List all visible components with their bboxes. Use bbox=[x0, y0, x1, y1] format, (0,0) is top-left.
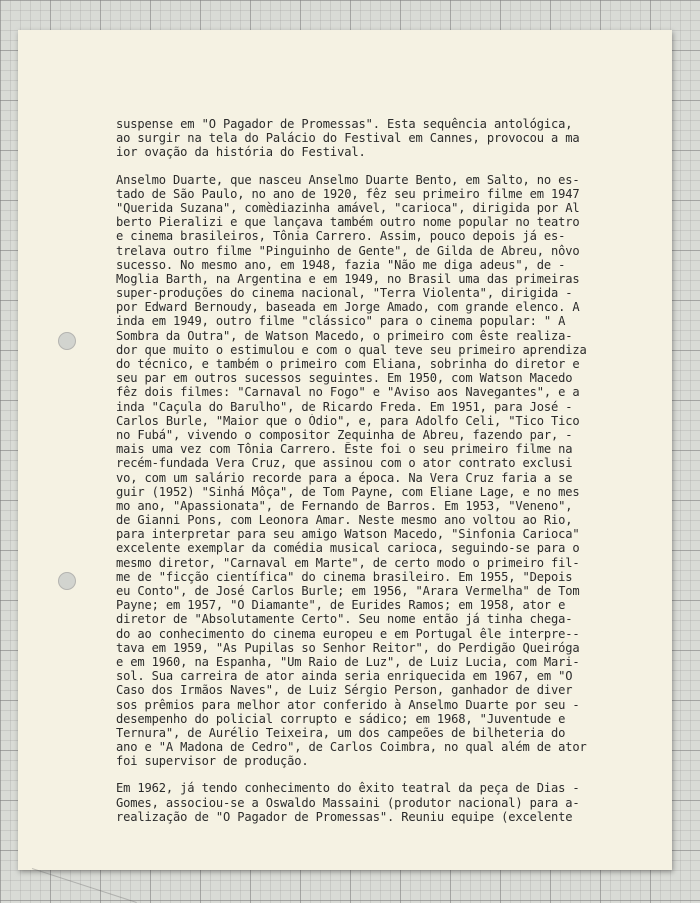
typewritten-text bbox=[116, 117, 636, 837]
punch-hole bbox=[58, 572, 76, 590]
text-line: berto Pieralizi e que lançava também outro nome popular no teatro bbox=[116, 215, 580, 230]
text-line: super-produções do cinema nacional, "Terra Violenta", dirigida - bbox=[116, 286, 573, 301]
text-line: e em 1960, na Espanha, "Um Raio de Luz", de Luiz Lucia, com Mari- bbox=[116, 654, 580, 669]
text-line: ao surgir na tela do Palácio do Festival em Cannes, provocou a ma bbox=[116, 131, 580, 146]
text-line: seu par em outros sucessos seguintes. Em 1950, com Watson Macedo bbox=[116, 371, 573, 386]
text-line: realização de "O Pagador de Promessas". Reuniu equipe (excelente bbox=[116, 809, 573, 824]
text-line: suspense em "O Pagador de Promessas". Esta sequência antológica, bbox=[116, 117, 573, 131]
text-line: para interpretar para seu amigo Watson Macedo, "Sinfonia Carioca" bbox=[116, 527, 580, 542]
text-line: do ao conhecimento do cinema europeu e em Portugal êle interpre-- bbox=[116, 626, 580, 641]
text-line: Sombra da Outra", de Watson Macedo, o primeiro com êste realiza- bbox=[116, 328, 573, 343]
text-line: ano e "A Madona de Cedro", de Carlos Coimbra, no qual além de ator bbox=[116, 740, 587, 755]
text-line: de Gianni Pons, com Leonora Amar. Neste mesmo ano voltou ao Rio, bbox=[116, 513, 573, 528]
text-line: excelente exemplar da comédia musical carioca, seguindo-se para o bbox=[116, 541, 580, 556]
text-line: tava em 1959, "As Pupilas so Senhor Reitor", do Perdigão Queiróga bbox=[116, 640, 580, 655]
text-line: ior ovação da história do Festival. bbox=[116, 145, 366, 160]
text-line: trelava outro filme "Pinguinho de Gente", de Gilda de Abreu, nôvo bbox=[116, 243, 580, 258]
text-line: sol. Sua carreira de ator ainda seria enriquecida em 1967, em "O bbox=[116, 669, 573, 684]
text-line: eu Conto", de José Carlos Burle; em 1956, "Arara Vermelha" de Tom bbox=[116, 584, 580, 598]
text-line: inda "Caçula do Barulho", de Ricardo Freda. Em 1951, para José - bbox=[116, 399, 573, 414]
text-line: mo ano, "Apassionata", de Fernando de Barros. Em 1953, "Veneno", bbox=[116, 498, 573, 513]
text-line: desempenho do policial corrupto e sádico; em 1968, "Juventude e bbox=[116, 711, 566, 726]
text-line: Gomes, associou-se a Oswaldo Massaini (produtor nacional) para a- bbox=[116, 795, 580, 810]
text-line: recém-fundada Vera Cruz, que assinou com o ator contrato exclusi bbox=[116, 456, 573, 471]
text-line: diretor de "Absolutamente Certo". Seu nome então já tinha chega- bbox=[116, 612, 573, 627]
text-line: Payne; em 1957, "O Diamante", de Eurides Ramos; em 1958, ator e bbox=[116, 598, 566, 613]
text-line: Em 1962, já tendo conhecimento do êxito teatral da peça de Dias - bbox=[116, 781, 580, 796]
text-line: me de "ficção científica" do cinema brasileiro. Em 1955, "Depois bbox=[116, 569, 573, 584]
text-line: Carlos Burle, "Maior que o Ódio", e, para Adolfo Celi, "Tico Tico bbox=[116, 413, 580, 428]
paragraph bbox=[116, 781, 636, 824]
paragraph bbox=[116, 117, 636, 160]
text-line: e cinema brasileiros, Tônia Carrero. Assim, pouco depois já es- bbox=[116, 229, 566, 244]
text-line: fêz dois filmes: "Carnaval no Fogo" e "Aviso aos Navegantes", e a bbox=[116, 385, 580, 400]
text-line: Caso dos Irmãos Naves", de Luiz Sérgio Person, ganhador de diver bbox=[116, 683, 573, 698]
text-line: Anselmo Duarte, que nasceu Anselmo Duarte Bento, em Salto, no es- bbox=[116, 172, 580, 187]
text-line: guir (1952) "Sinhá Môça", de Tom Payne, com Eliane Lage, e no mes bbox=[116, 484, 580, 499]
text-line: mais uma vez com Tônia Carrero. Êste foi o seu primeiro filme na bbox=[116, 442, 573, 457]
punch-hole bbox=[58, 332, 76, 350]
paragraph bbox=[116, 173, 636, 769]
text-line: sucesso. No mesmo ano, em 1948, fazia "Não me diga adeus", de - bbox=[116, 257, 566, 272]
text-line: mesmo diretor, "Carnaval em Marte", de certo modo o primeiro fil- bbox=[116, 555, 580, 570]
text-line: Ternura", de Aurélio Teixeira, um dos campeões de bilheteria do bbox=[116, 725, 566, 740]
text-line: sos prêmios para melhor ator conferido à Anselmo Duarte por seu - bbox=[116, 697, 580, 712]
text-line: foi supervisor de produção. bbox=[116, 754, 309, 769]
text-line: Moglia Barth, na Argentina e em 1949, no Brasil uma das primeiras bbox=[116, 271, 580, 286]
page-fold-crease bbox=[32, 868, 137, 903]
text-line: "Querida Suzana", comèdiazinha amável, "carioca", dirigida por Al bbox=[116, 200, 580, 215]
text-line: tado de São Paulo, no ano de 1920, fêz seu primeiro filme em 1947 bbox=[116, 186, 580, 201]
text-line: por Edward Bernoudy, baseada em Jorge Amado, com grande elenco. A bbox=[116, 300, 580, 315]
text-line: do técnico, e também o primeiro com Eliana, sobrinha do diretor e bbox=[116, 357, 580, 371]
text-line: vo, com um salário recorde para a época. Na Vera Cruz faria a se bbox=[116, 470, 573, 485]
text-line: inda em 1949, outro filme "clássico" para o cinema popular: " A bbox=[116, 314, 566, 329]
text-line: dor que muito o estimulou e com o qual teve seu primeiro aprendiza bbox=[116, 342, 587, 357]
text-line: no Fubá", vivendo o compositor Zequinha de Abreu, fazendo par, - bbox=[116, 427, 573, 442]
